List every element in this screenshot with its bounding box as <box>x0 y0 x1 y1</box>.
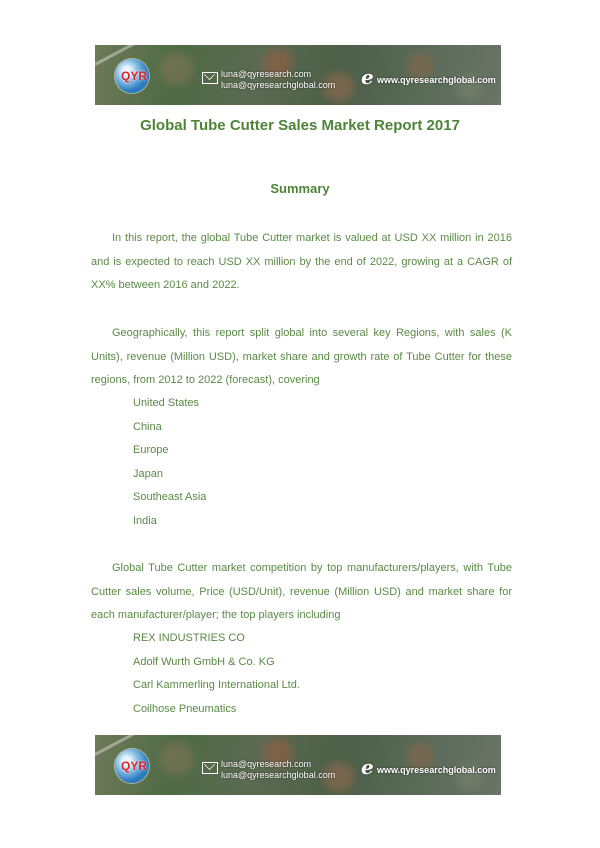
list-item: Adolf Wurth GmbH & Co. KG <box>133 655 275 668</box>
list-item: Southeast Asia <box>133 491 207 504</box>
paragraph-market-value <box>91 227 512 298</box>
paragraph-regions <box>91 322 512 393</box>
envelope-icon <box>202 762 218 774</box>
contact-emails <box>221 759 335 781</box>
browser-e-icon: e <box>361 755 374 779</box>
header-banner <box>95 45 501 105</box>
logo-text: QYR <box>121 69 148 83</box>
players-list <box>133 627 300 721</box>
email-link[interactable]: luna@qyresearch.com <box>221 759 312 769</box>
email-link[interactable]: luna@qyresearchglobal.com <box>221 770 336 780</box>
list-item: India <box>133 514 157 527</box>
paragraph-text: In this report, the global Tube Cutter market is valued at USD XX million in 2016 and is expected to reach USD XX million by the end of 2022, growing at a CAGR of XX% between 2016 and 2022. <box>91 232 512 291</box>
list-item: Europe <box>133 444 169 457</box>
email-link[interactable]: luna@qyresearch.com <box>221 69 312 79</box>
website-link[interactable]: www.qyresearchglobal.com <box>377 765 496 775</box>
list-item: Japan <box>133 467 163 480</box>
footer-banner <box>95 735 501 795</box>
website-link[interactable]: www.qyresearchglobal.com <box>377 75 496 85</box>
paragraph-competition <box>91 557 512 628</box>
logo-text: QYR <box>121 759 148 773</box>
envelope-icon <box>202 72 218 84</box>
contact-emails <box>221 69 335 91</box>
list-item: Coilhose Pneumatics <box>133 702 237 715</box>
document-title: Global Tube Cutter Sales Market Report 2017 <box>140 117 460 134</box>
regions-list <box>133 392 206 534</box>
email-link[interactable]: luna@qyresearchglobal.com <box>221 80 336 90</box>
list-item: United States <box>133 397 200 409</box>
list-item: China <box>133 420 162 433</box>
list-item: REX INDUSTRIES CO <box>133 632 245 644</box>
list-item: Carl Kammerling International Ltd. <box>133 679 300 692</box>
paragraph-text: Global Tube Cutter market competition by top manufacturers/players, with Tube Cutter sales volume, Price (USD/Unit), revenue (Million USD) and market share for each manufacturer/player; the top players including <box>91 562 512 621</box>
browser-e-icon: e <box>361 65 374 89</box>
section-heading: Summary <box>270 181 330 196</box>
paragraph-text: Geographically, this report split global into several key Regions, with sales (K Units), revenue (Million USD), market share and growth rate of Tube Cutter for these regions, from 2012 to 2022 (forecast), covering <box>91 327 512 386</box>
